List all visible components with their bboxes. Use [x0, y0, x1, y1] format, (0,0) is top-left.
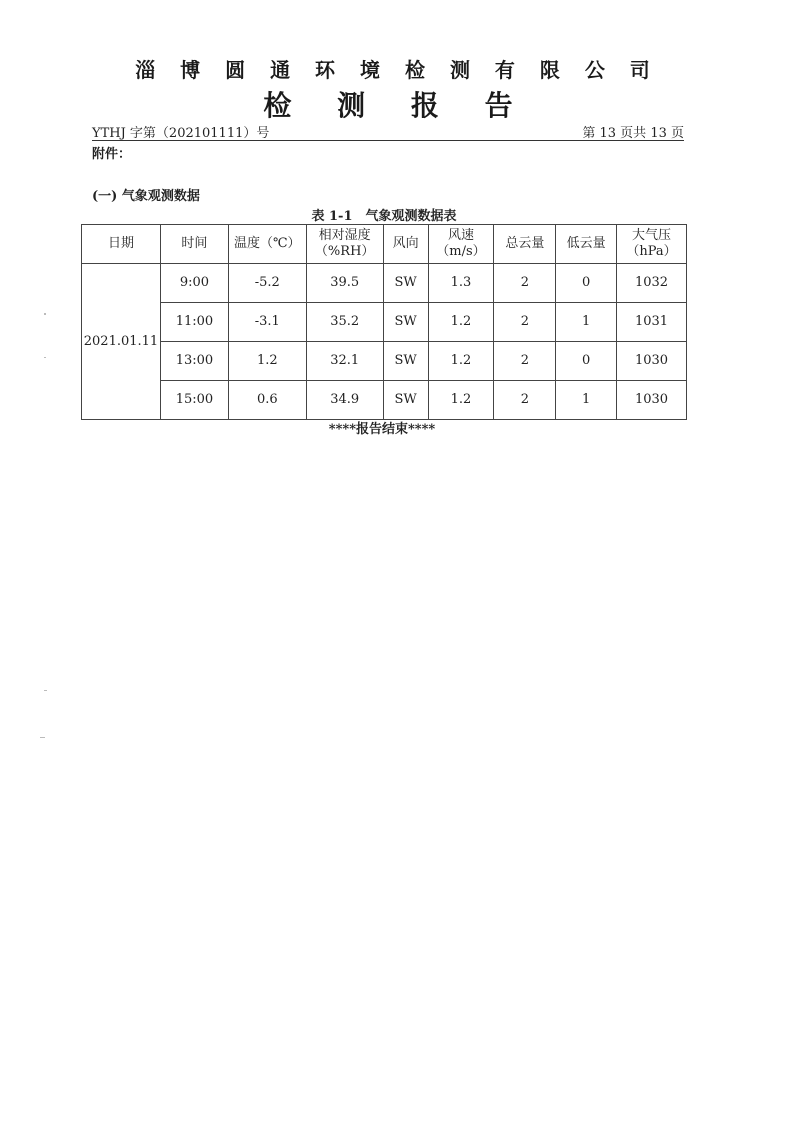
report-title: 检 测 报 告 — [263, 89, 531, 122]
low-cloud-cell: 1 — [556, 381, 617, 420]
temperature-cell: -3.1 — [228, 303, 306, 342]
table-row — [82, 303, 687, 342]
attachment-label: 附件： — [92, 147, 132, 162]
wind-direction-cell: SW — [383, 264, 428, 303]
header-humidity: 相对湿度 （%RH） — [306, 225, 383, 264]
scan-speck — [44, 357, 46, 358]
weather-data-table — [81, 224, 687, 420]
total-cloud-cell: 2 — [494, 342, 556, 381]
wind-direction-cell: SW — [383, 342, 428, 381]
table-row — [82, 264, 687, 303]
temperature-cell: 1.2 — [228, 342, 306, 381]
humidity-cell: 32.1 — [306, 342, 383, 381]
header-time: 时间 — [160, 225, 228, 264]
table-caption: 表 1-1 气象观测数据表 — [311, 209, 457, 224]
total-cloud-cell: 2 — [494, 264, 556, 303]
header-total-cloud: 总云量 — [494, 225, 556, 264]
scan-speck — [44, 690, 47, 691]
header-date: 日期 — [82, 225, 161, 264]
report-meta-row — [92, 120, 684, 141]
scan-speck — [44, 313, 46, 315]
time-cell: 11:00 — [160, 303, 228, 342]
header-wind-direction: 风向 — [383, 225, 428, 264]
pressure-cell: 1030 — [617, 342, 687, 381]
low-cloud-cell: 0 — [556, 342, 617, 381]
header-wind-speed: 风速 （m/s） — [428, 225, 494, 264]
temperature-cell: 0.6 — [228, 381, 306, 420]
time-cell: 15:00 — [160, 381, 228, 420]
humidity-cell: 34.9 — [306, 381, 383, 420]
pressure-cell: 1032 — [617, 264, 687, 303]
company-name: 淄 博 圆 通 环 境 检 测 有 限 公 司 — [135, 58, 659, 82]
table-row — [82, 381, 687, 420]
low-cloud-cell: 0 — [556, 264, 617, 303]
table-row — [82, 342, 687, 381]
section-heading: (一) 气象观测数据 — [92, 189, 200, 204]
humidity-cell: 35.2 — [306, 303, 383, 342]
header-temperature: 温度（℃） — [228, 225, 306, 264]
temperature-cell: -5.2 — [228, 264, 306, 303]
wind-direction-cell: SW — [383, 381, 428, 420]
header-pressure: 大气压 （hPa） — [617, 225, 687, 264]
time-cell: 9:00 — [160, 264, 228, 303]
wind-direction-cell: SW — [383, 303, 428, 342]
humidity-cell: 39.5 — [306, 264, 383, 303]
table-header-row — [82, 225, 687, 264]
page-info: 第 13 页共 13 页 — [582, 126, 684, 141]
low-cloud-cell: 1 — [556, 303, 617, 342]
scan-speck — [40, 737, 45, 738]
wind-speed-cell: 1.2 — [428, 342, 494, 381]
date-cell: 2021.01.11 — [82, 264, 161, 420]
wind-speed-cell: 1.2 — [428, 303, 494, 342]
pressure-cell: 1030 — [617, 381, 687, 420]
header-low-cloud: 低云量 — [556, 225, 617, 264]
total-cloud-cell: 2 — [494, 381, 556, 420]
total-cloud-cell: 2 — [494, 303, 556, 342]
report-number: YTHJ 字第（202101111）号 — [92, 126, 270, 141]
wind-speed-cell: 1.2 — [428, 381, 494, 420]
end-of-report-marker: ****报告结束**** — [328, 422, 436, 437]
time-cell: 13:00 — [160, 342, 228, 381]
pressure-cell: 1031 — [617, 303, 687, 342]
wind-speed-cell: 1.3 — [428, 264, 494, 303]
